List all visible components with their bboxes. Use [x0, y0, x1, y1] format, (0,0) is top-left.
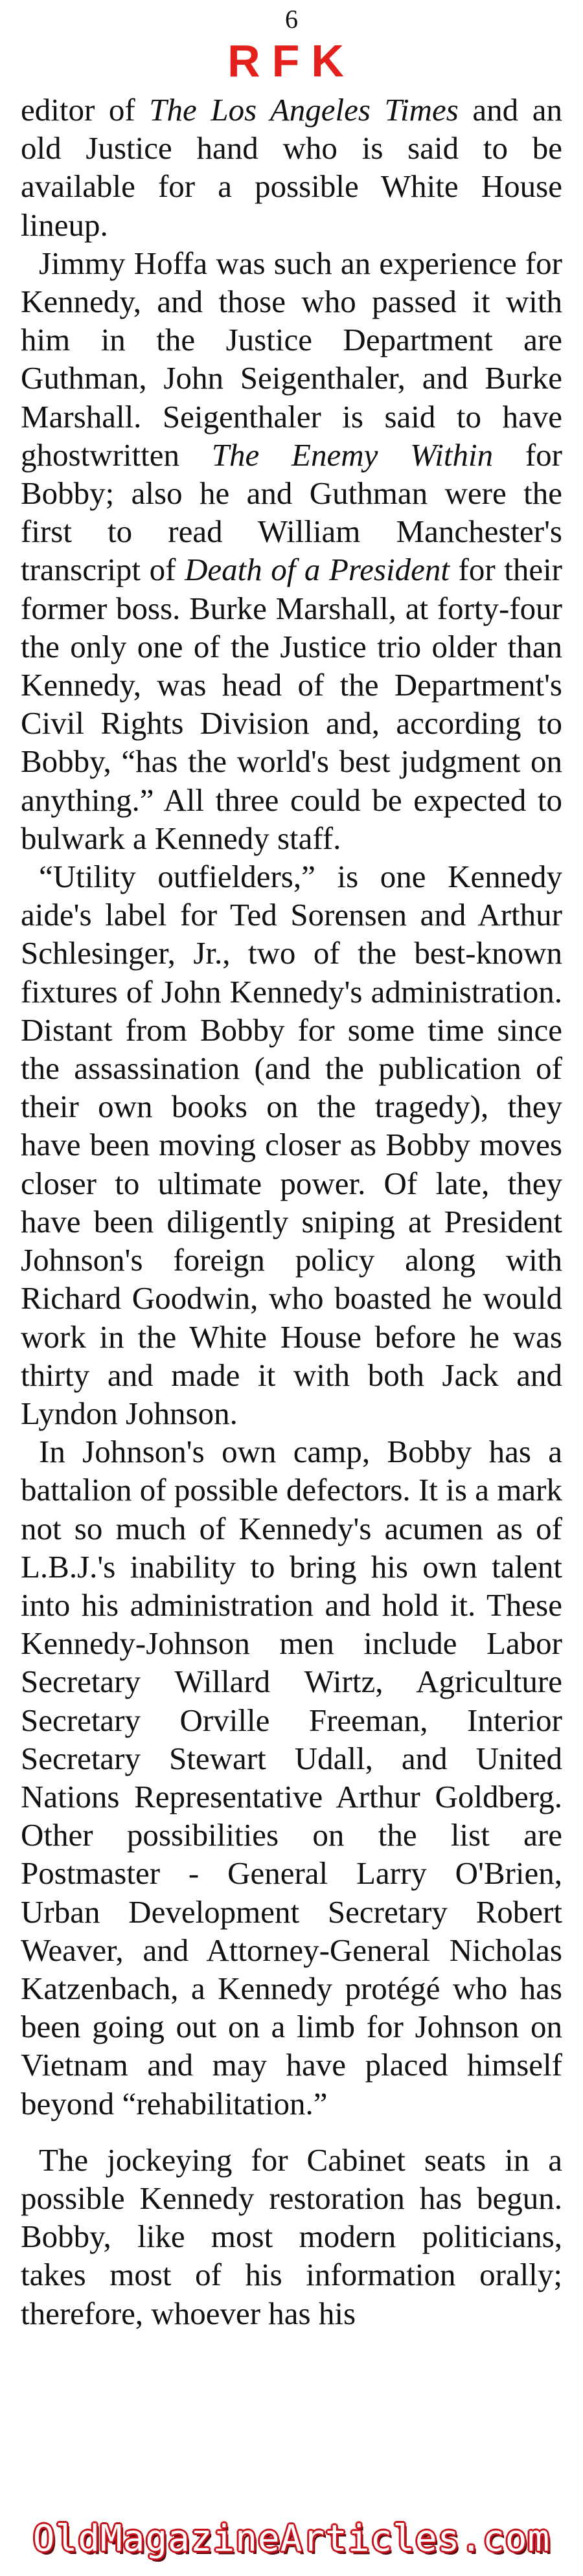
article-paragraph: [21, 1432, 562, 2123]
article-paragraph: [21, 2141, 562, 2333]
page-number: 6: [285, 5, 298, 34]
paragraph-text: Jimmy Hoffa was such an experience for Kennedy, and those who passed it with him in the Justice Department are Guthman, John Seigenthaler, and Burke Marshall. Seigenthaler is said to have ghostwritten: [21, 245, 562, 473]
paragraph-text: and an old Justice hand who is said to be available for a possible White House lineup.: [21, 92, 562, 243]
article-paragraph: [21, 91, 562, 244]
paragraph-text: for Bobby; also he and Guthman were the first to read William Manchester's transcript of: [21, 436, 562, 588]
italic-title: Death of a President: [184, 552, 450, 588]
running-head: RFK: [227, 36, 356, 86]
watermark-logo: OldMagazineArticles.com: [32, 2518, 551, 2560]
article-paragraph: [21, 857, 562, 1432]
paragraph-text: for their former boss. Burke Marshall, at forty-four the only one of the Justice trio older than Kennedy, was head of the Department's Civil Rights Division and, according to Bobby, “has the world's best judgment on anything.” All three could be expected to bulwark a Kennedy staff.: [21, 552, 562, 856]
paragraph-text: editor of: [21, 92, 150, 128]
italic-title: The Los Angeles Times: [149, 92, 459, 128]
italic-title: The Enemy Within: [211, 436, 494, 473]
paragraph-text: In Johnson's own camp, Bobby has a battalion of possible defectors. It is a mark not so much of Kennedy's acumen as of L.B.J.'s inability to bring his own talent into his administration and hold it. These Kennedy-Johnson men include Labor Secretary Willard Wirtz, Agriculture Secretary Orville Freeman, Interior Secretary Stewart Udall, and United Nations Representative Arthur Goldberg. Other possibilities on the list are Postmaster - General Larry O'Brien, Urban Development Secretary Robert Weaver, and Attorney-General Nicholas Katzenbach, a Kennedy protégé who has been going out on a limb for Johnson on Vietnam and may have placed himself beyond “rehabilitation.”: [21, 1434, 562, 2121]
paragraph-text: The jockeying for Cabinet seats in a possible Kennedy restoration has begun. Bobby, like most modern politicians, takes most of his information orally; therefore, whoever has his: [21, 2141, 562, 2331]
article-body: [21, 91, 562, 2333]
article-paragraph: [21, 244, 562, 857]
paragraph-text: “Utility outfielders,” is one Kennedy aide's label for Ted Sorensen and Arthur Schlesinger, Jr., two of the best-known fixtures of John Kennedy's administration. Distant from Bobby for some time since the assassination (and the publication of their own books on the tragedy), they have been moving closer as Bobby moves closer to ultimate power. Of late, they have been diligently sniping at President Johnson's foreign policy along with Richard Goodwin, who boasted he would work in the White House before he was thirty and made it with both Jack and Lyndon Johnson.: [21, 859, 562, 1431]
